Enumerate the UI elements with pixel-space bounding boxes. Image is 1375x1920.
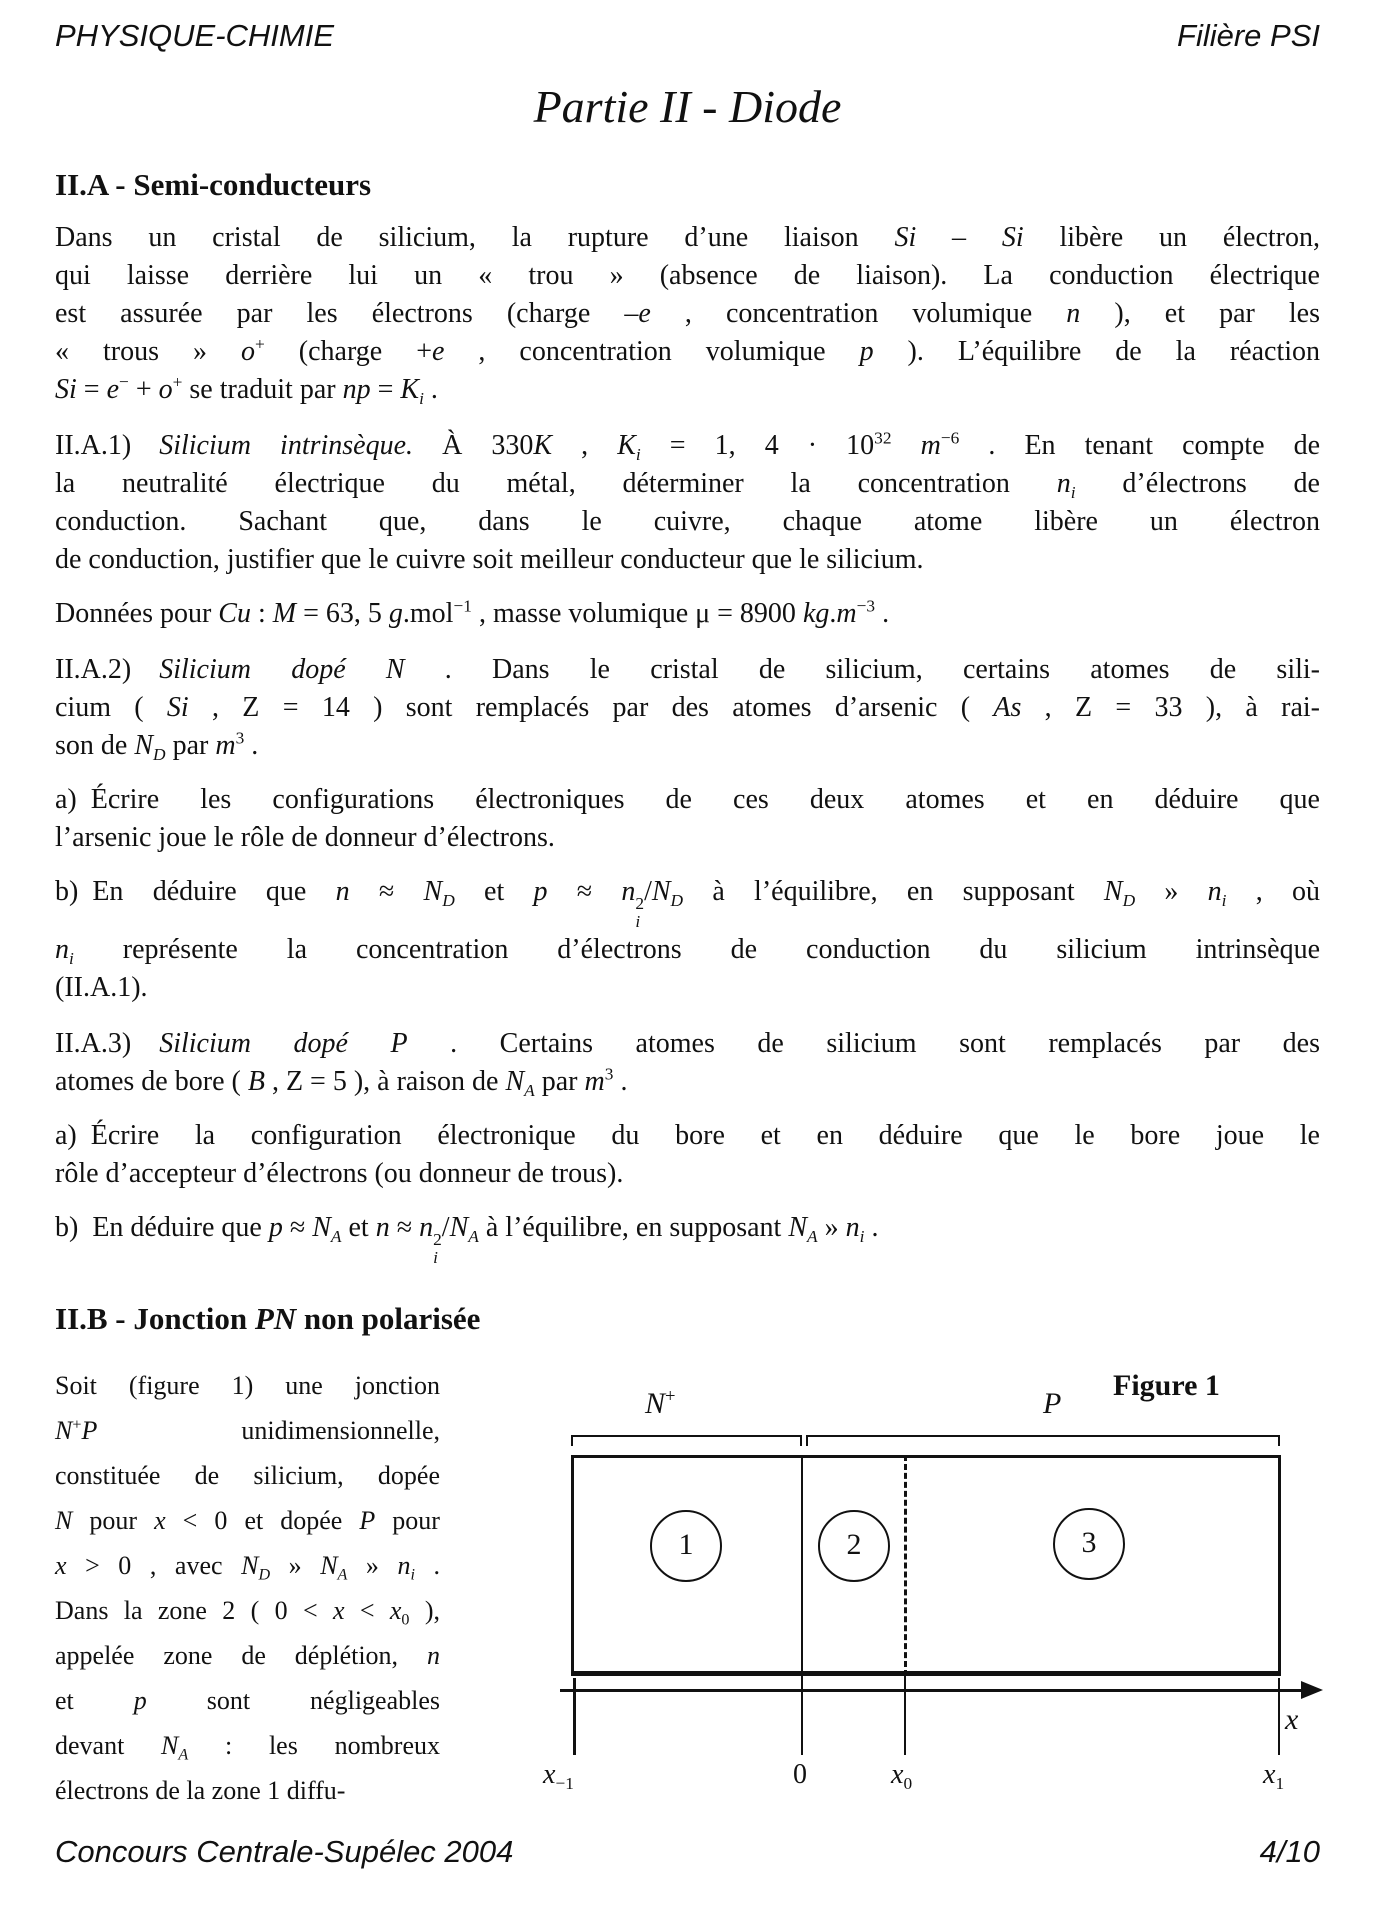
axis-tick-xm1 [573,1678,576,1755]
section-b-text-column [55,1363,440,1828]
text-line: et p sont négligeables [55,1686,440,1716]
x-axis-arrowhead-icon [1301,1681,1323,1699]
figure-title: Figure 1 [1113,1369,1220,1403]
axis-tick-x1 [1278,1678,1280,1755]
text-line: b) En déduire que $n \approx N_D$ et p ≈ n 2 i $/N_D$ à l’équilibre, en supposant $N_D$ » $n_i$ , où [55,876,1321,931]
text-line: cium ( Si , Z = 14 ) sont remplacés par des atomes d’arsenic ( As , Z = 33 ), à rai- [55,692,1320,723]
footer-page-number: 4/10 [1259,1834,1320,1869]
region-bracket-p [806,1435,1280,1446]
text-line: devant $N_A$ : les nombreux [55,1731,440,1764]
axis-tick-label-0: 0 [793,1759,807,1791]
x-axis-label: x [1285,1703,1299,1737]
intro-paragraph [55,219,1320,409]
header-subject: PHYSIQUE-CHIMIE [55,18,335,53]
question-iia1 [55,427,1320,579]
question-iia3a [55,1117,1320,1193]
question-iia2 [55,651,1320,765]
text-line: « trous » o+ (charge +e , concentration volumique p ). L’équilibre de la réaction [55,334,1321,367]
text-line: conduction. Sachant que, dans le cuivre, chaque atome libère un électron [55,506,1320,537]
axis-tick-label-x1: $x_1$ [1263,1759,1285,1794]
text-line: N pour x < 0 et dopée P pour [55,1506,440,1536]
text-line: son de $N_D$ par $m^3$ . [55,728,259,765]
page-title: Partie II - Diode [533,81,842,132]
region-label-p: P [1043,1387,1062,1421]
question-iia1-data [55,595,1320,633]
page-footer [55,1834,1320,1870]
axis-tick-label-x0: $x_0$ [891,1759,913,1794]
text-line: a) Écrire les configurations électroniques de ces deux atomes et en déduire que [55,784,1320,815]
text-line: II.A.3) Silicium dopé P . Certains atomes de silicium sont remplacés par des [55,1028,1321,1060]
junction-divider-dashed [904,1455,907,1676]
text-line: l’arsenic joue le rôle de donneur d’électrons. [55,822,555,853]
text-line: appelée zone de déplétion, n [55,1641,440,1671]
text-line: x > 0 , avec $N_D$ » $N_A$ » $n_i$ . [55,1551,441,1584]
text-line: Si = e− + o+ se traduit par np = $K_i$ . [55,372,438,409]
text-line: N+P unidimensionnelle, [55,1416,440,1446]
text-line: Soit (figure 1) une jonction [55,1371,440,1401]
text-line: (II.A.1). [55,972,148,1004]
footer-exam-name: Concours Centrale-Supélec 2004 [55,1834,514,1869]
text-line: a) Écrire la configuration électronique du bore et en déduire que le bore joue le [55,1120,1320,1152]
text-line: est assurée par les électrons (charge –e , concentration volumique n ), et par les [55,298,1321,329]
axis-tick-0 [801,1676,803,1755]
text-line: II.A.1) Silicium intrinsèque. À 330K , $K_i = 1$, $4 \cdot 10^{32}$ $m^{-6}$ . En tenant compte de [55,428,1321,465]
junction-divider-solid [801,1455,803,1676]
figure-1 [445,1363,1320,1828]
text-line: constituée de silicium, dopée [55,1461,440,1491]
text-line: atomes de bore ( B , Z = 5 ), à raison de $N_A$ par $m^3$ . [55,1064,628,1101]
axis-tick-x0 [904,1676,906,1755]
text-line: Dans un cristal de silicium, la rupture d’une liaison Si – Si libère un électron, [55,222,1320,253]
text-line: rôle d’accepteur d’électrons (ou donneur de trous). [55,1158,624,1190]
text-line: II.A.2) Silicium dopé N . Dans le cristal de silicium, certains atomes de sili- [55,654,1320,685]
text-line: $n_i$ représente la concentration d’électrons de conduction du silicium intrinsèque [55,934,1320,969]
text-line: électrons de la zone 1 diffu- [55,1776,346,1806]
section-b-heading: II.B - Jonction PN non polarisée [55,1301,481,1337]
section-a-heading: II.A - Semi-conducteurs [55,167,372,202]
question-iia2a [55,781,1320,857]
region-label-n-plus: N+ [645,1386,676,1421]
text-line: qui laisse derrière lui un « trou » (absence de liaison). La conduction électrique [55,260,1320,291]
text-line: b) En déduire que $p \approx N_A$ et n ≈ n 2 i $/N_A$ à l’équilibre, en supposant $N_A$ » $n_i$ . [55,1212,879,1267]
question-iia3b [55,1209,1320,1267]
text-line: Données pour Cu : M = 63, 5 g.mol$^{-1}$ , masse volumique μ = 8900 $kg.m^{-3}$ . [55,596,890,629]
text-line: de conduction, justifier que le cuivre soit meilleur conducteur que le silicium. [55,544,924,575]
x-axis-line [560,1689,1305,1692]
page-header [55,18,1320,54]
section-b-body [55,1363,1320,1828]
question-iia3 [55,1025,1320,1101]
region-bracket-n [571,1435,802,1446]
header-track: Filière PSI [1177,18,1320,53]
zone-circle-2: 2 [818,1510,890,1582]
question-iia2b [55,873,1320,1007]
zone-circle-3: 3 [1053,1508,1125,1580]
text-line: Dans la zone 2 ( $0 < x < x_0$ ), [55,1596,440,1629]
zone-circle-1: 1 [650,1510,722,1582]
axis-tick-label-xm1: $x_{-1}$ [543,1759,574,1794]
text-line: la neutralité électrique du métal, déterminer la concentration $n_i$ d’électrons de [55,468,1320,503]
